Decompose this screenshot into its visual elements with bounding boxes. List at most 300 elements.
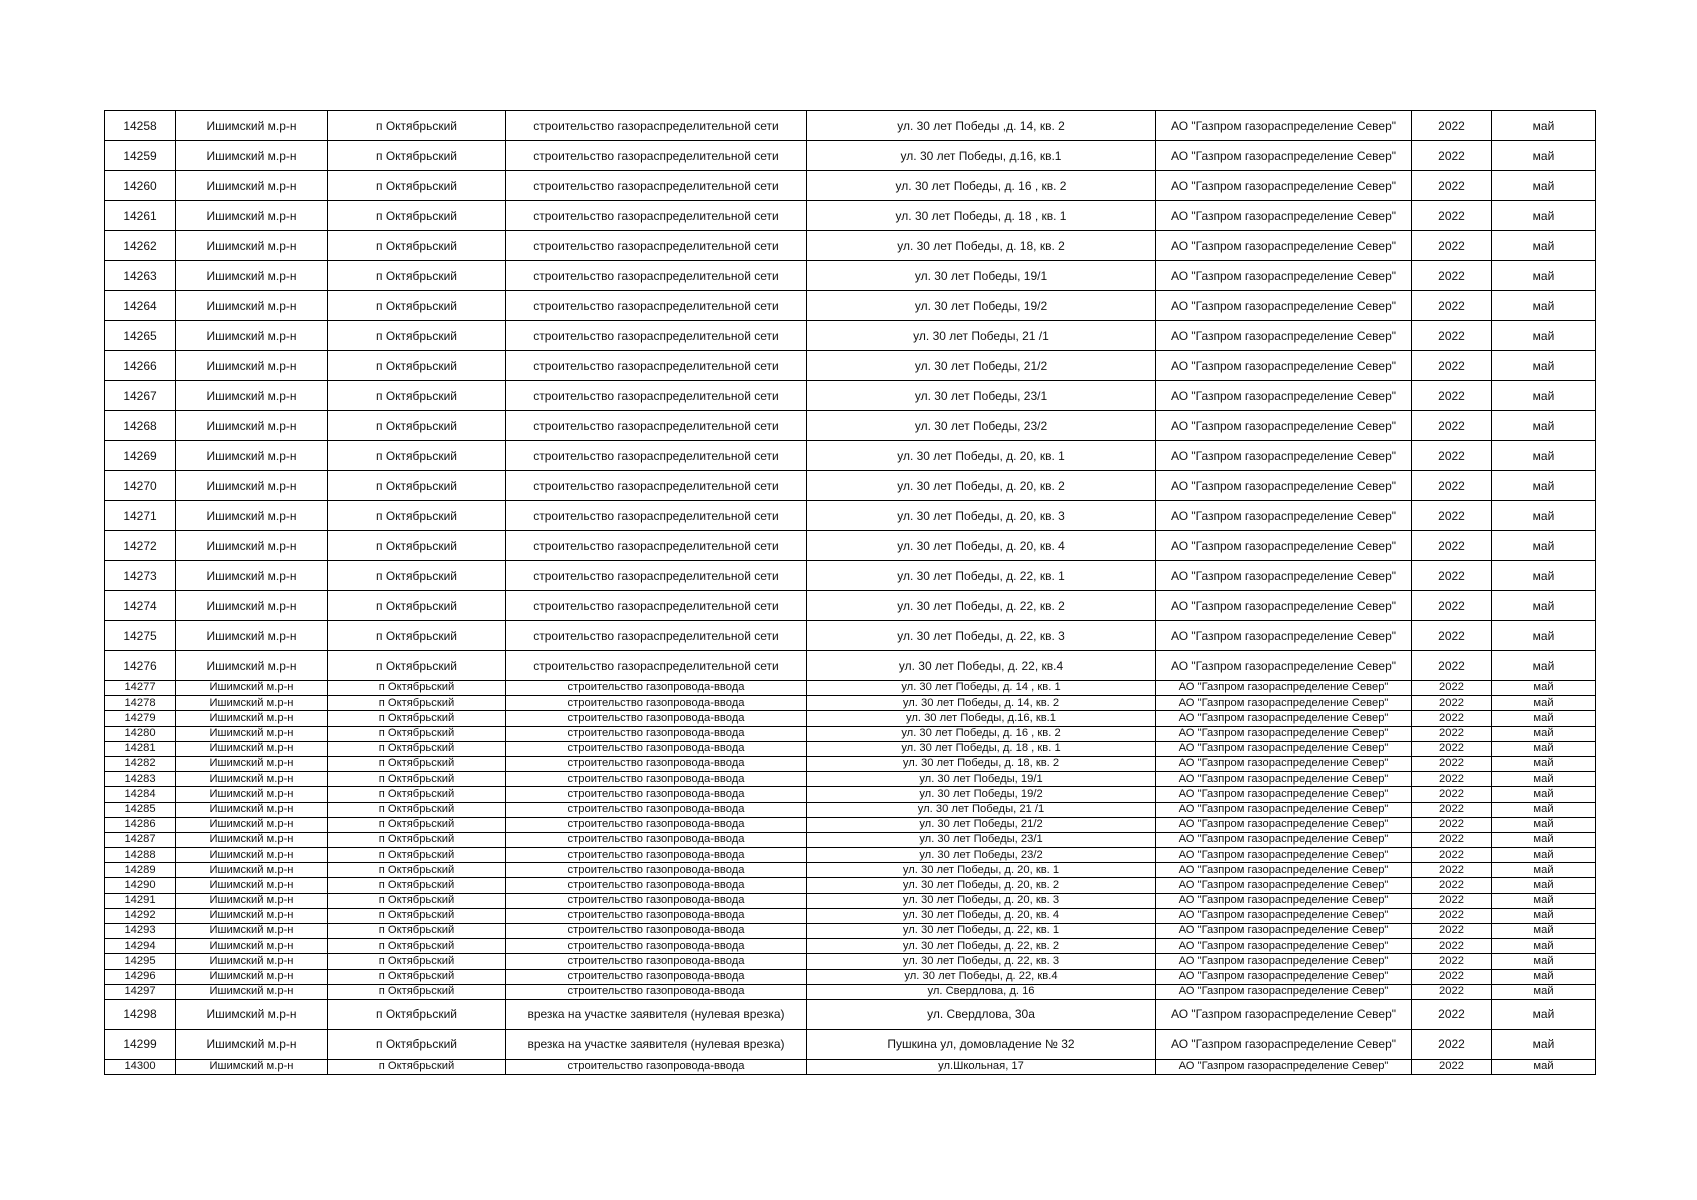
table-row bbox=[105, 924, 1596, 939]
settlement-cell: п Октябрьский bbox=[328, 1059, 506, 1074]
row-number-cell: 14264 bbox=[105, 291, 176, 321]
year-cell: 2022 bbox=[1412, 681, 1492, 696]
table-row bbox=[105, 954, 1596, 969]
settlement-cell: п Октябрьский bbox=[328, 201, 506, 231]
address-cell: ул. Свердлова, д. 16 bbox=[807, 984, 1156, 999]
address-cell: ул. 30 лет Победы, 19/1 bbox=[807, 261, 1156, 291]
district-cell: Ишимский м.р-н bbox=[176, 924, 328, 939]
table-row bbox=[105, 261, 1596, 291]
address-cell: ул. 30 лет Победы, д. 22, кв. 2 bbox=[807, 591, 1156, 621]
work-type-cell: строительство газораспределительной сети bbox=[506, 171, 807, 201]
address-cell: ул. 30 лет Победы, д. 22, кв. 3 bbox=[807, 621, 1156, 651]
table-row bbox=[105, 291, 1596, 321]
month-cell: май bbox=[1492, 171, 1596, 201]
organization-cell: АО "Газпром газораспределение Север" bbox=[1156, 802, 1412, 817]
table-row bbox=[105, 621, 1596, 651]
work-type-cell: строительство газопровода-ввода bbox=[506, 726, 807, 741]
year-cell: 2022 bbox=[1412, 531, 1492, 561]
settlement-cell: п Октябрьский bbox=[328, 681, 506, 696]
work-type-cell: строительство газопровода-ввода bbox=[506, 878, 807, 893]
district-cell: Ишимский м.р-н bbox=[176, 351, 328, 381]
month-cell: май bbox=[1492, 787, 1596, 802]
settlement-cell: п Октябрьский bbox=[328, 817, 506, 832]
year-cell: 2022 bbox=[1412, 756, 1492, 771]
address-cell: ул. 30 лет Победы, д. 14 , кв. 1 bbox=[807, 681, 1156, 696]
address-cell: ул. 30 лет Победы, д. 20, кв. 4 bbox=[807, 531, 1156, 561]
address-cell: ул. 30 лет Победы, д. 20, кв. 1 bbox=[807, 863, 1156, 878]
settlement-cell: п Октябрьский bbox=[328, 231, 506, 261]
address-cell: ул. 30 лет Победы, 19/2 bbox=[807, 787, 1156, 802]
year-cell: 2022 bbox=[1412, 231, 1492, 261]
year-cell: 2022 bbox=[1412, 381, 1492, 411]
row-number-cell: 14288 bbox=[105, 848, 176, 863]
table-row bbox=[105, 681, 1596, 696]
organization-cell: АО "Газпром газораспределение Север" bbox=[1156, 756, 1412, 771]
settlement-cell: п Октябрьский bbox=[328, 651, 506, 681]
table-body bbox=[105, 111, 1596, 1075]
settlement-cell: п Октябрьский bbox=[328, 924, 506, 939]
month-cell: май bbox=[1492, 291, 1596, 321]
organization-cell: АО "Газпром газораспределение Север" bbox=[1156, 171, 1412, 201]
work-type-cell: строительство газораспределительной сети bbox=[506, 261, 807, 291]
row-number-cell: 14300 bbox=[105, 1059, 176, 1074]
row-number-cell: 14287 bbox=[105, 832, 176, 847]
settlement-cell: п Октябрьский bbox=[328, 501, 506, 531]
month-cell: май bbox=[1492, 1029, 1596, 1059]
district-cell: Ишимский м.р-н bbox=[176, 817, 328, 832]
address-cell: ул. 30 лет Победы, 19/1 bbox=[807, 772, 1156, 787]
organization-cell: АО "Газпром газораспределение Север" bbox=[1156, 651, 1412, 681]
district-cell: Ишимский м.р-н bbox=[176, 681, 328, 696]
table-row bbox=[105, 651, 1596, 681]
address-cell: ул. 30 лет Победы, 23/2 bbox=[807, 411, 1156, 441]
settlement-cell: п Октябрьский bbox=[328, 832, 506, 847]
work-type-cell: строительство газопровода-ввода bbox=[506, 681, 807, 696]
address-cell: ул. 30 лет Победы, д. 22, кв. 3 bbox=[807, 954, 1156, 969]
month-cell: май bbox=[1492, 939, 1596, 954]
address-cell: ул. 30 лет Победы, д. 20, кв. 2 bbox=[807, 471, 1156, 501]
district-cell: Ишимский м.р-н bbox=[176, 171, 328, 201]
year-cell: 2022 bbox=[1412, 954, 1492, 969]
row-number-cell: 14279 bbox=[105, 711, 176, 726]
settlement-cell: п Октябрьский bbox=[328, 621, 506, 651]
year-cell: 2022 bbox=[1412, 772, 1492, 787]
district-cell: Ишимский м.р-н bbox=[176, 231, 328, 261]
row-number-cell: 14292 bbox=[105, 908, 176, 923]
organization-cell: АО "Газпром газораспределение Север" bbox=[1156, 817, 1412, 832]
settlement-cell: п Октябрьский bbox=[328, 954, 506, 969]
month-cell: май bbox=[1492, 924, 1596, 939]
work-type-cell: строительство газораспределительной сети bbox=[506, 471, 807, 501]
work-type-cell: врезка на участке заявителя (нулевая врезка) bbox=[506, 999, 807, 1029]
year-cell: 2022 bbox=[1412, 726, 1492, 741]
year-cell: 2022 bbox=[1412, 878, 1492, 893]
month-cell: май bbox=[1492, 141, 1596, 171]
settlement-cell: п Октябрьский bbox=[328, 291, 506, 321]
address-cell: ул. 30 лет Победы, д. 18 , кв. 1 bbox=[807, 741, 1156, 756]
row-number-cell: 14273 bbox=[105, 561, 176, 591]
work-type-cell: строительство газопровода-ввода bbox=[506, 924, 807, 939]
address-cell: ул. 30 лет Победы, д. 18 , кв. 1 bbox=[807, 201, 1156, 231]
row-number-cell: 14272 bbox=[105, 531, 176, 561]
row-number-cell: 14296 bbox=[105, 969, 176, 984]
work-type-cell: строительство газораспределительной сети bbox=[506, 351, 807, 381]
table-row bbox=[105, 1029, 1596, 1059]
work-type-cell: строительство газопровода-ввода bbox=[506, 863, 807, 878]
table-row bbox=[105, 908, 1596, 923]
address-cell: ул. 30 лет Победы, 23/1 bbox=[807, 832, 1156, 847]
work-type-cell: строительство газопровода-ввода bbox=[506, 696, 807, 711]
year-cell: 2022 bbox=[1412, 501, 1492, 531]
organization-cell: АО "Газпром газораспределение Север" bbox=[1156, 501, 1412, 531]
settlement-cell: п Октябрьский bbox=[328, 1029, 506, 1059]
year-cell: 2022 bbox=[1412, 939, 1492, 954]
address-cell: ул. 30 лет Победы, 21 /1 bbox=[807, 321, 1156, 351]
year-cell: 2022 bbox=[1412, 863, 1492, 878]
organization-cell: АО "Газпром газораспределение Север" bbox=[1156, 832, 1412, 847]
month-cell: май bbox=[1492, 832, 1596, 847]
district-cell: Ишимский м.р-н bbox=[176, 1059, 328, 1074]
row-number-cell: 14274 bbox=[105, 591, 176, 621]
month-cell: май bbox=[1492, 893, 1596, 908]
address-cell: ул.Школьная, 17 bbox=[807, 1059, 1156, 1074]
table-row bbox=[105, 802, 1596, 817]
organization-cell: АО "Газпром газораспределение Север" bbox=[1156, 863, 1412, 878]
table-row bbox=[105, 817, 1596, 832]
year-cell: 2022 bbox=[1412, 351, 1492, 381]
district-cell: Ишимский м.р-н bbox=[176, 908, 328, 923]
table-row bbox=[105, 531, 1596, 561]
settlement-cell: п Октябрьский bbox=[328, 411, 506, 441]
work-type-cell: строительство газораспределительной сети bbox=[506, 321, 807, 351]
organization-cell: АО "Газпром газораспределение Север" bbox=[1156, 201, 1412, 231]
district-cell: Ишимский м.р-н bbox=[176, 141, 328, 171]
work-type-cell: строительство газораспределительной сети bbox=[506, 141, 807, 171]
year-cell: 2022 bbox=[1412, 171, 1492, 201]
row-number-cell: 14293 bbox=[105, 924, 176, 939]
table-row bbox=[105, 111, 1596, 141]
address-cell: ул. 30 лет Победы, д. 22, кв. 1 bbox=[807, 561, 1156, 591]
month-cell: май bbox=[1492, 381, 1596, 411]
address-cell: ул. 30 лет Победы, д. 20, кв. 4 bbox=[807, 908, 1156, 923]
organization-cell: АО "Газпром газораспределение Север" bbox=[1156, 741, 1412, 756]
organization-cell: АО "Газпром газораспределение Север" bbox=[1156, 531, 1412, 561]
settlement-cell: п Октябрьский bbox=[328, 381, 506, 411]
work-type-cell: врезка на участке заявителя (нулевая врезка) bbox=[506, 1029, 807, 1059]
settlement-cell: п Октябрьский bbox=[328, 351, 506, 381]
table-row bbox=[105, 591, 1596, 621]
month-cell: май bbox=[1492, 111, 1596, 141]
address-cell: ул. 30 лет Победы, д. 20, кв. 3 bbox=[807, 501, 1156, 531]
table-row bbox=[105, 231, 1596, 261]
organization-cell: АО "Газпром газораспределение Север" bbox=[1156, 591, 1412, 621]
row-number-cell: 14282 bbox=[105, 756, 176, 771]
table-row bbox=[105, 171, 1596, 201]
work-type-cell: строительство газораспределительной сети bbox=[506, 621, 807, 651]
district-cell: Ишимский м.р-н bbox=[176, 893, 328, 908]
settlement-cell: п Октябрьский bbox=[328, 741, 506, 756]
organization-cell: АО "Газпром газораспределение Север" bbox=[1156, 984, 1412, 999]
settlement-cell: п Октябрьский bbox=[328, 893, 506, 908]
organization-cell: АО "Газпром газораспределение Север" bbox=[1156, 411, 1412, 441]
row-number-cell: 14284 bbox=[105, 787, 176, 802]
year-cell: 2022 bbox=[1412, 893, 1492, 908]
year-cell: 2022 bbox=[1412, 321, 1492, 351]
settlement-cell: п Октябрьский bbox=[328, 984, 506, 999]
address-cell: ул. 30 лет Победы, д. 18, кв. 2 bbox=[807, 756, 1156, 771]
address-cell: ул. 30 лет Победы, д.16, кв.1 bbox=[807, 711, 1156, 726]
row-number-cell: 14261 bbox=[105, 201, 176, 231]
settlement-cell: п Октябрьский bbox=[328, 908, 506, 923]
month-cell: май bbox=[1492, 756, 1596, 771]
organization-cell: АО "Газпром газораспределение Север" bbox=[1156, 726, 1412, 741]
district-cell: Ишимский м.р-н bbox=[176, 261, 328, 291]
organization-cell: АО "Газпром газораспределение Север" bbox=[1156, 321, 1412, 351]
organization-cell: АО "Газпром газораспределение Север" bbox=[1156, 261, 1412, 291]
row-number-cell: 14286 bbox=[105, 817, 176, 832]
year-cell: 2022 bbox=[1412, 621, 1492, 651]
organization-cell: АО "Газпром газораспределение Север" bbox=[1156, 969, 1412, 984]
table-row bbox=[105, 741, 1596, 756]
district-cell: Ишимский м.р-н bbox=[176, 591, 328, 621]
row-number-cell: 14299 bbox=[105, 1029, 176, 1059]
month-cell: май bbox=[1492, 878, 1596, 893]
month-cell: май bbox=[1492, 726, 1596, 741]
year-cell: 2022 bbox=[1412, 1029, 1492, 1059]
table-row bbox=[105, 561, 1596, 591]
address-cell: ул. 30 лет Победы, д. 14, кв. 2 bbox=[807, 696, 1156, 711]
year-cell: 2022 bbox=[1412, 201, 1492, 231]
work-type-cell: строительство газопровода-ввода bbox=[506, 1059, 807, 1074]
settlement-cell: п Октябрьский bbox=[328, 939, 506, 954]
table-row bbox=[105, 501, 1596, 531]
district-cell: Ишимский м.р-н bbox=[176, 501, 328, 531]
address-cell: ул. 30 лет Победы, д. 20, кв. 3 bbox=[807, 893, 1156, 908]
month-cell: май bbox=[1492, 863, 1596, 878]
year-cell: 2022 bbox=[1412, 291, 1492, 321]
address-cell: ул. 30 лет Победы, д. 18, кв. 2 bbox=[807, 231, 1156, 261]
table-row bbox=[105, 471, 1596, 501]
year-cell: 2022 bbox=[1412, 441, 1492, 471]
year-cell: 2022 bbox=[1412, 787, 1492, 802]
district-cell: Ишимский м.р-н bbox=[176, 441, 328, 471]
district-cell: Ишимский м.р-н bbox=[176, 984, 328, 999]
address-cell: ул. 30 лет Победы, д. 22, кв.4 bbox=[807, 651, 1156, 681]
settlement-cell: п Октябрьский bbox=[328, 591, 506, 621]
district-cell: Ишимский м.р-н bbox=[176, 111, 328, 141]
month-cell: май bbox=[1492, 651, 1596, 681]
month-cell: май bbox=[1492, 261, 1596, 291]
gas-connections-table bbox=[104, 110, 1596, 1075]
row-number-cell: 14269 bbox=[105, 441, 176, 471]
row-number-cell: 14276 bbox=[105, 651, 176, 681]
month-cell: май bbox=[1492, 954, 1596, 969]
month-cell: май bbox=[1492, 772, 1596, 787]
year-cell: 2022 bbox=[1412, 411, 1492, 441]
row-number-cell: 14289 bbox=[105, 863, 176, 878]
district-cell: Ишимский м.р-н bbox=[176, 772, 328, 787]
address-cell: ул. 30 лет Победы, 21/2 bbox=[807, 817, 1156, 832]
district-cell: Ишимский м.р-н bbox=[176, 621, 328, 651]
work-type-cell: строительство газораспределительной сети bbox=[506, 651, 807, 681]
month-cell: май bbox=[1492, 321, 1596, 351]
row-number-cell: 14290 bbox=[105, 878, 176, 893]
year-cell: 2022 bbox=[1412, 711, 1492, 726]
organization-cell: АО "Газпром газораспределение Север" bbox=[1156, 291, 1412, 321]
district-cell: Ишимский м.р-н bbox=[176, 291, 328, 321]
month-cell: май bbox=[1492, 999, 1596, 1029]
organization-cell: АО "Газпром газораспределение Север" bbox=[1156, 772, 1412, 787]
year-cell: 2022 bbox=[1412, 908, 1492, 923]
row-number-cell: 14294 bbox=[105, 939, 176, 954]
address-cell: ул. 30 лет Победы, 23/1 bbox=[807, 381, 1156, 411]
organization-cell: АО "Газпром газораспределение Север" bbox=[1156, 381, 1412, 411]
organization-cell: АО "Газпром газораспределение Север" bbox=[1156, 1029, 1412, 1059]
organization-cell: АО "Газпром газораспределение Север" bbox=[1156, 711, 1412, 726]
row-number-cell: 14291 bbox=[105, 893, 176, 908]
month-cell: май bbox=[1492, 817, 1596, 832]
district-cell: Ишимский м.р-н bbox=[176, 741, 328, 756]
address-cell: Пушкина ул, домовладение № 32 bbox=[807, 1029, 1156, 1059]
table-row bbox=[105, 939, 1596, 954]
work-type-cell: строительство газопровода-ввода bbox=[506, 741, 807, 756]
organization-cell: АО "Газпром газораспределение Север" bbox=[1156, 954, 1412, 969]
district-cell: Ишимский м.р-н bbox=[176, 999, 328, 1029]
table-row bbox=[105, 381, 1596, 411]
month-cell: май bbox=[1492, 908, 1596, 923]
settlement-cell: п Октябрьский bbox=[328, 756, 506, 771]
table-row bbox=[105, 1059, 1596, 1074]
organization-cell: АО "Газпром газораспределение Север" bbox=[1156, 696, 1412, 711]
district-cell: Ишимский м.р-н bbox=[176, 787, 328, 802]
work-type-cell: строительство газораспределительной сети bbox=[506, 201, 807, 231]
month-cell: май bbox=[1492, 231, 1596, 261]
table-row bbox=[105, 411, 1596, 441]
organization-cell: АО "Газпром газораспределение Север" bbox=[1156, 111, 1412, 141]
year-cell: 2022 bbox=[1412, 591, 1492, 621]
work-type-cell: строительство газопровода-ввода bbox=[506, 802, 807, 817]
table-row bbox=[105, 141, 1596, 171]
district-cell: Ишимский м.р-н bbox=[176, 321, 328, 351]
district-cell: Ишимский м.р-н bbox=[176, 954, 328, 969]
year-cell: 2022 bbox=[1412, 741, 1492, 756]
table-row bbox=[105, 969, 1596, 984]
year-cell: 2022 bbox=[1412, 848, 1492, 863]
row-number-cell: 14259 bbox=[105, 141, 176, 171]
table-row bbox=[105, 863, 1596, 878]
month-cell: май bbox=[1492, 471, 1596, 501]
organization-cell: АО "Газпром газораспределение Север" bbox=[1156, 787, 1412, 802]
work-type-cell: строительство газораспределительной сети bbox=[506, 291, 807, 321]
table-row bbox=[105, 848, 1596, 863]
row-number-cell: 14258 bbox=[105, 111, 176, 141]
row-number-cell: 14268 bbox=[105, 411, 176, 441]
district-cell: Ишимский м.р-н bbox=[176, 878, 328, 893]
month-cell: май bbox=[1492, 681, 1596, 696]
settlement-cell: п Октябрьский bbox=[328, 969, 506, 984]
address-cell: ул. 30 лет Победы ,д. 14, кв. 2 bbox=[807, 111, 1156, 141]
work-type-cell: строительство газораспределительной сети bbox=[506, 231, 807, 261]
district-cell: Ишимский м.р-н bbox=[176, 711, 328, 726]
settlement-cell: п Октябрьский bbox=[328, 999, 506, 1029]
settlement-cell: п Октябрьский bbox=[328, 878, 506, 893]
settlement-cell: п Октябрьский bbox=[328, 171, 506, 201]
settlement-cell: п Октябрьский bbox=[328, 787, 506, 802]
month-cell: май bbox=[1492, 531, 1596, 561]
year-cell: 2022 bbox=[1412, 969, 1492, 984]
settlement-cell: п Октябрьский bbox=[328, 321, 506, 351]
table-row bbox=[105, 984, 1596, 999]
district-cell: Ишимский м.р-н bbox=[176, 863, 328, 878]
year-cell: 2022 bbox=[1412, 471, 1492, 501]
organization-cell: АО "Газпром газораспределение Север" bbox=[1156, 908, 1412, 923]
work-type-cell: строительство газораспределительной сети bbox=[506, 381, 807, 411]
district-cell: Ишимский м.р-н bbox=[176, 411, 328, 441]
settlement-cell: п Октябрьский bbox=[328, 802, 506, 817]
row-number-cell: 14266 bbox=[105, 351, 176, 381]
month-cell: май bbox=[1492, 201, 1596, 231]
table-row bbox=[105, 999, 1596, 1029]
organization-cell: АО "Газпром газораспределение Север" bbox=[1156, 561, 1412, 591]
address-cell: ул. 30 лет Победы, 19/2 bbox=[807, 291, 1156, 321]
district-cell: Ишимский м.р-н bbox=[176, 381, 328, 411]
month-cell: май bbox=[1492, 848, 1596, 863]
work-type-cell: строительство газораспределительной сети bbox=[506, 111, 807, 141]
table-row bbox=[105, 321, 1596, 351]
work-type-cell: строительство газопровода-ввода bbox=[506, 984, 807, 999]
month-cell: май bbox=[1492, 441, 1596, 471]
month-cell: май bbox=[1492, 411, 1596, 441]
table-row bbox=[105, 832, 1596, 847]
organization-cell: АО "Газпром газораспределение Север" bbox=[1156, 231, 1412, 261]
month-cell: май bbox=[1492, 621, 1596, 651]
work-type-cell: строительство газопровода-ввода bbox=[506, 848, 807, 863]
month-cell: май bbox=[1492, 351, 1596, 381]
district-cell: Ишимский м.р-н bbox=[176, 802, 328, 817]
year-cell: 2022 bbox=[1412, 111, 1492, 141]
year-cell: 2022 bbox=[1412, 832, 1492, 847]
year-cell: 2022 bbox=[1412, 696, 1492, 711]
district-cell: Ишимский м.р-н bbox=[176, 756, 328, 771]
settlement-cell: п Октябрьский bbox=[328, 696, 506, 711]
row-number-cell: 14265 bbox=[105, 321, 176, 351]
month-cell: май bbox=[1492, 696, 1596, 711]
row-number-cell: 14285 bbox=[105, 802, 176, 817]
district-cell: Ишимский м.р-н bbox=[176, 561, 328, 591]
row-number-cell: 14262 bbox=[105, 231, 176, 261]
row-number-cell: 14277 bbox=[105, 681, 176, 696]
table-row bbox=[105, 787, 1596, 802]
settlement-cell: п Октябрьский bbox=[328, 441, 506, 471]
organization-cell: АО "Газпром газораспределение Север" bbox=[1156, 1059, 1412, 1074]
row-number-cell: 14270 bbox=[105, 471, 176, 501]
settlement-cell: п Октябрьский bbox=[328, 726, 506, 741]
work-type-cell: строительство газопровода-ввода bbox=[506, 756, 807, 771]
row-number-cell: 14281 bbox=[105, 741, 176, 756]
work-type-cell: строительство газопровода-ввода bbox=[506, 939, 807, 954]
district-cell: Ишимский м.р-н bbox=[176, 848, 328, 863]
settlement-cell: п Октябрьский bbox=[328, 531, 506, 561]
row-number-cell: 14278 bbox=[105, 696, 176, 711]
year-cell: 2022 bbox=[1412, 141, 1492, 171]
row-number-cell: 14271 bbox=[105, 501, 176, 531]
year-cell: 2022 bbox=[1412, 261, 1492, 291]
month-cell: май bbox=[1492, 591, 1596, 621]
month-cell: май bbox=[1492, 1059, 1596, 1074]
year-cell: 2022 bbox=[1412, 802, 1492, 817]
address-cell: ул. 30 лет Победы, д. 16 , кв. 2 bbox=[807, 171, 1156, 201]
table-row bbox=[105, 201, 1596, 231]
